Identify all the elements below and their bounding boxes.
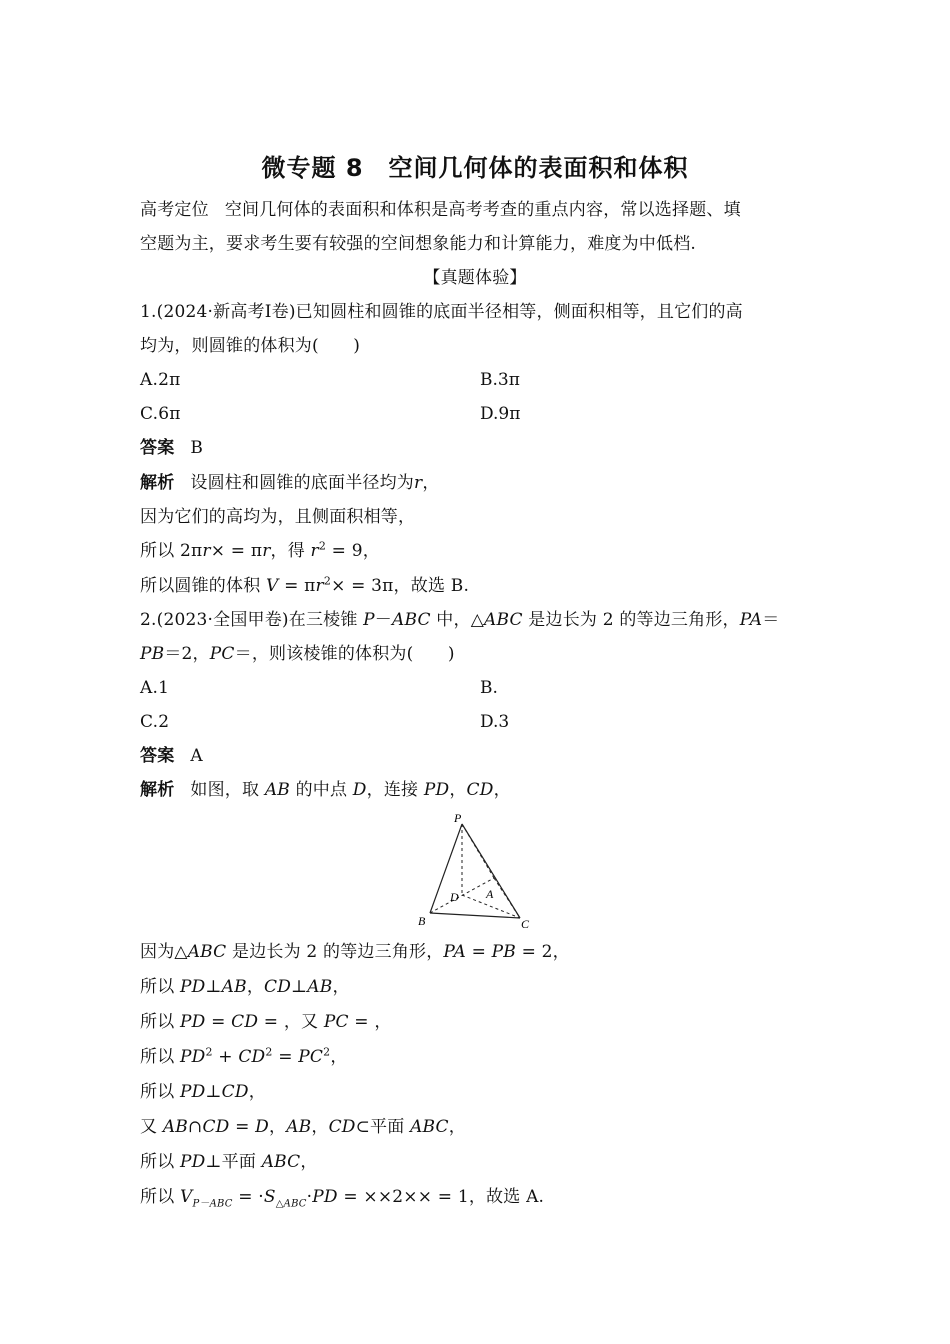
q1-analysis-line-1: 解析 设圆柱和圆锥的底面半径均为r， [140, 473, 440, 493]
q2-line-2: PB＝2，PC＝，则该棱锥的体积为( ) [140, 644, 455, 664]
q1-analysis-line-4: 所以圆锥的体积 $V = \pi r^2\times = 3\pi$，故选 B. [140, 574, 470, 596]
q2-analysis-line-7: 又 AB∩CD = D，AB，CD⊂平面 ABC， [140, 1117, 466, 1137]
q2-option-b: B. [480, 678, 498, 698]
intro-line-1: 高考定位 空间几何体的表面积和体积是高考考查的重点内容，常以选择题、填 [140, 200, 741, 220]
q1-option-d: D.9π [480, 404, 521, 424]
q2-line-1: 2.(2023·全国甲卷)在三棱锥 P－ABC 中，△ABC 是边长为 2 的等边三角形，PA＝ [140, 610, 780, 630]
q1-analysis-line-2: 因为它们的高均为，且侧面积相等， [140, 507, 416, 527]
q1-answer: 答案 B [140, 438, 204, 458]
answer-label: 答案 [140, 438, 175, 458]
q2-analysis-line-1: 解析 如图，取 AB 的中点 D，连接 PD，CD， [140, 780, 511, 800]
q2-analysis-line-6: 所以 PD⊥CD， [140, 1082, 266, 1102]
q2-analysis-line-3: 所以 PD⊥AB，CD⊥AB， [140, 977, 350, 997]
q2-analysis-line-4: 所以 PD = CD = ，又 PC = ， [140, 1012, 392, 1032]
page-title: 微专题 8 空间几何体的表面积和体积 [261, 154, 689, 182]
tetrahedron-figure [410, 808, 550, 932]
answer-label: 答案 [140, 746, 175, 766]
label-b: B [418, 914, 426, 928]
q1-line-2: 均为，则圆锥的体积为( ) [140, 336, 361, 356]
q2-option-a: A.1 [140, 678, 170, 698]
analysis-label: 解析 [140, 780, 175, 800]
q1-option-c: C.6π [140, 404, 181, 424]
label-a: A [486, 887, 494, 901]
label-p: P [454, 811, 462, 825]
intro-line-2: 空题为主，要求考生要有较强的空间想象能力和计算能力，难度为中低档. [140, 234, 697, 254]
edge-bc [430, 913, 520, 918]
q2-option-c: C.2 [140, 712, 170, 732]
q2-option-d: D.3 [480, 712, 510, 732]
label-c: C [521, 917, 530, 931]
intro-label: 高考定位 [140, 200, 209, 220]
q2-analysis-line-9: 所以 $V_{P-ABC} = \cdot S_{\triangle ABC}\cdot PD = \times\times 2\times\times = 1$，故选 A. [140, 1187, 545, 1210]
analysis-label: 解析 [140, 473, 175, 493]
q2-analysis-line-5: 所以 $PD^2 + CD^2 = PC^2$， [140, 1045, 348, 1067]
q2-analysis-line-8: 所以 PD⊥平面 ABC， [140, 1152, 318, 1172]
section-header: 【真题体验】 [423, 268, 527, 288]
q2-analysis-line-2: 因为△ABC 是边长为 2 的等边三角形，PA = PB = 2， [140, 942, 570, 962]
q2-answer: 答案 A [140, 746, 203, 766]
q1-option-a: A.2π [140, 370, 181, 390]
q1-option-b: B.3π [480, 370, 520, 390]
q1-analysis-line-3: 所以 2πr× = πr，得 $r^2 = 9$， [140, 539, 380, 561]
label-d: D [450, 890, 459, 904]
q1-line-1: 1.(2024·新高考Ⅰ卷)已知圆柱和圆锥的底面半径相等，侧面积相等，且它们的高 [140, 302, 743, 322]
